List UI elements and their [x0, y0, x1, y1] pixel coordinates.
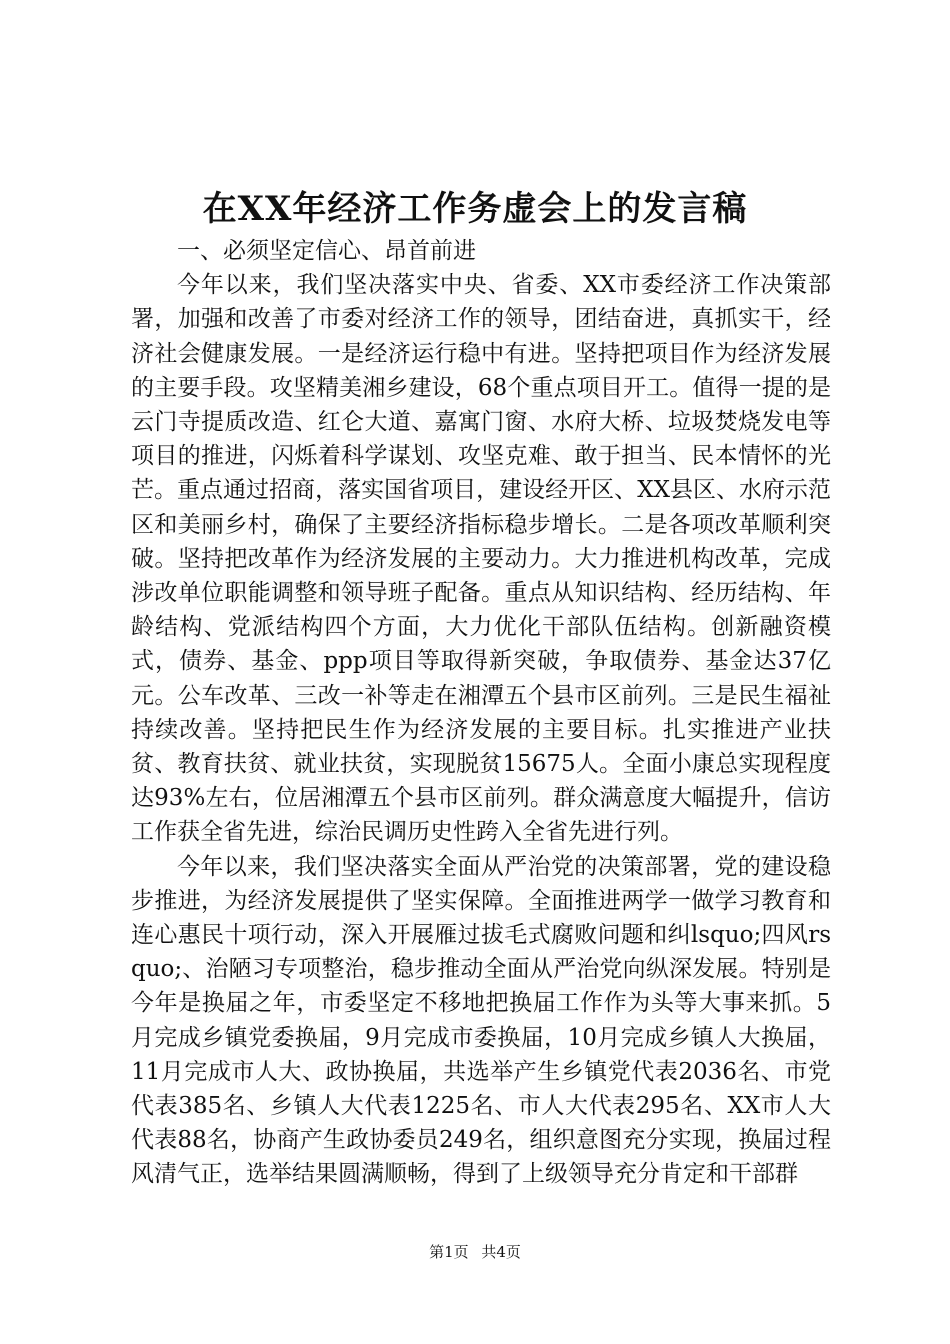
page-number: 第1页 [429, 1243, 469, 1261]
document-title: 在XX年经济工作务虚会上的发言稿 [202, 189, 748, 229]
paragraph-2: 今年以来，我们坚决落实全面从严治党的决策部署，党的建设稳步推进，为经济发展提供了坚实保障。全面推进两学一做学习教育和连心惠民十项行动，深入开展雁过拔毛式腐败问题和纠lsquo;四风rsquo;、治陋习专项整治，稳步推动全面从严治党向纵深发展。特别是今年是换届之年，市委坚定不移地把换届工作作为头等大事来抓。5月完成乡镇党委换届，9月完成市委换届，10月完成乡镇人大换届，11月完成市人大、政协换届，共选举产生乡镇党代表2036名、市党代表385名、乡镇人大代表1225名、市人大代表295名、XX市人大代表88名，协商产生政协委员249名，组织意图充分实现，换届过程风清气正，选举结果圆满顺畅，得到了上级领导充分肯定和干部群 [131, 853, 831, 1188]
document-body [131, 234, 831, 1192]
page-footer [0, 1242, 950, 1262]
paragraph-1: 今年以来，我们坚决落实中央、省委、XX市委经济工作决策部署，加强和改善了市委对经济工作的领导，团结奋进，真抓实干，经济社会健康发展。一是经济运行稳中有进。坚持把项目作为经济发展的主要手段。攻坚精美湘乡建设，68个重点项目开工。值得一提的是云门寺提质改造、红仑大道、嘉寓门窗、水府大桥、垃圾焚烧发电等项目的推进，闪烁着科学谋划、攻坚克难、敢于担当、民本情怀的光芒。重点通过招商，落实国省项目，建设经开区、XX县区、水府示范区和美丽乡村，确保了主要经济指标稳步增长。二是各项改革顺利突破。坚持把改革作为经济发展的主要动力。大力推进机构改革，完成涉改单位职能调整和领导班子配备。重点从知识结构、经历结构、年龄结构、党派结构四个方面，大力优化干部队伍结构。创新融资模式，债券、基金、ppp项目等取得新突破，争取债券、基金达37亿元。公车改革、三改一补等走在湘潭五个县市区前列。三是民生福祉持续改善。坚持把民生作为经济发展的主要目标。扎实推进产业扶贫、教育扶贫、就业扶贫，实现脱贫15675人。全面小康总实现程度达93%左右，位居湘潭五个县市区前列。群众满意度大幅提升，信访工作获全省先进，综治民调历史性跨入全省先进行列。 [131, 272, 831, 846]
page-total: 共4页 [481, 1243, 521, 1261]
section-heading: 一、必须坚定信心、昂首前进 [177, 238, 476, 264]
